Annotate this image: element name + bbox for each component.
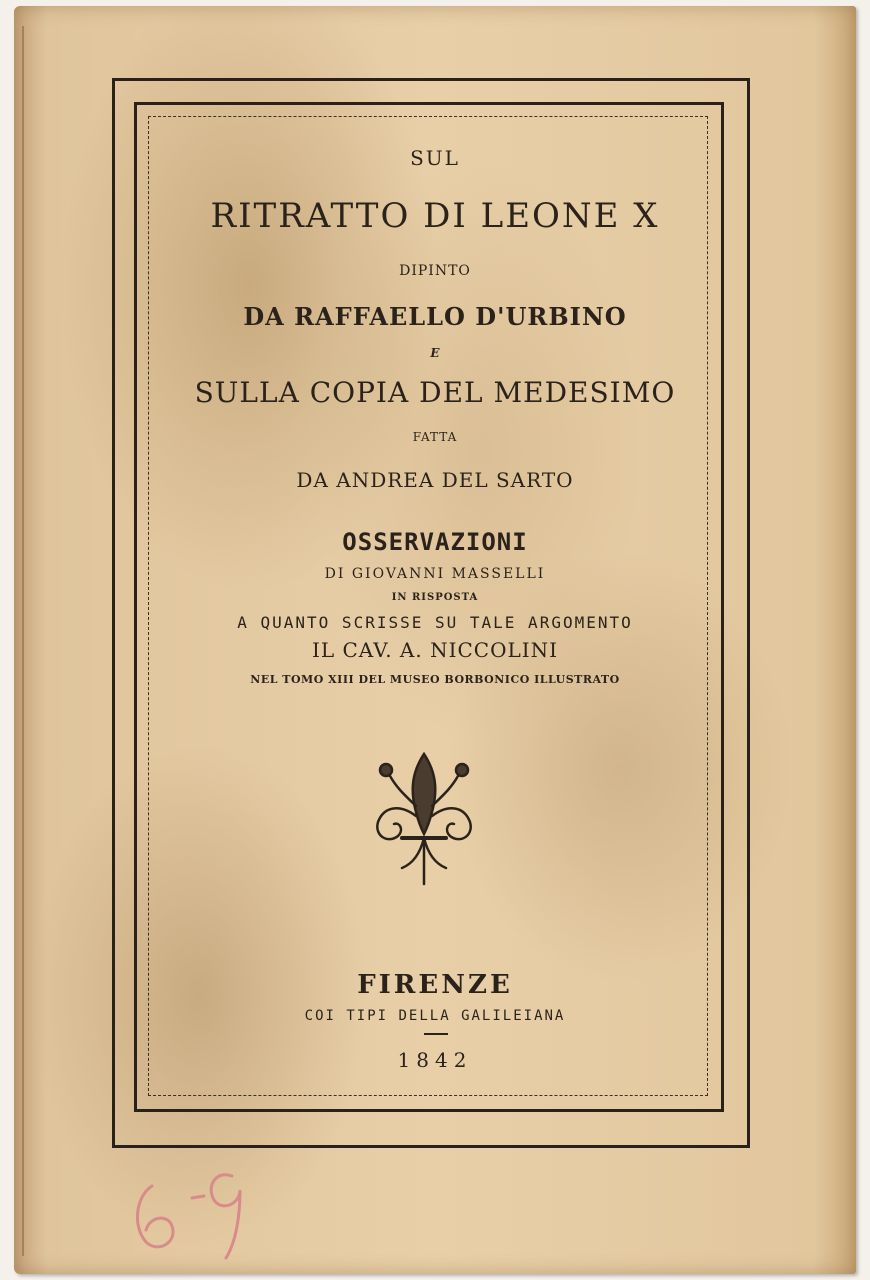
title-line-e: E [430, 346, 440, 360]
line-cav-niccolini: IL CAV. A. NICCOLINI [311, 638, 559, 662]
title-line-dipinto: DIPINTO [399, 263, 471, 279]
imprint-city: FIRENZE [357, 970, 513, 1000]
fleur-de-lis-icon [362, 746, 486, 888]
line-in-risposta: IN RISPOSTA [391, 592, 479, 603]
line-quanto-scrisse: A QUANTO SCRISSE SU TALE ARGOMENTO [237, 613, 633, 632]
pencil-scribble [122, 1146, 282, 1266]
title-line-sul: SUL [410, 146, 460, 170]
title-line-raffaello: DA RAFFAELLO D'URBINO [243, 302, 627, 331]
main-title: RITRATTO DI LEONE X [210, 196, 660, 236]
line-tomo: NEL TOMO XIII DEL MUSEO BORBONICO ILLUSTRATO [250, 673, 620, 686]
author-line: DI GIOVANNI MASSELLI [324, 566, 546, 582]
imprint-year: 1842 [397, 1048, 473, 1072]
book-cover [14, 6, 856, 1274]
title-line-fatta: FATTA [412, 430, 458, 444]
imprint-printer: COI TIPI DELLA GALILEIANA [304, 1008, 566, 1024]
title-line-andrea: DA ANDREA DEL SARTO [296, 468, 574, 492]
subtitle-osservazioni: OSSERVAZIONI [342, 528, 528, 556]
title-line-sulla: SULLA COPIA DEL MEDESIMO [194, 376, 676, 409]
imprint-divider [424, 1033, 448, 1035]
